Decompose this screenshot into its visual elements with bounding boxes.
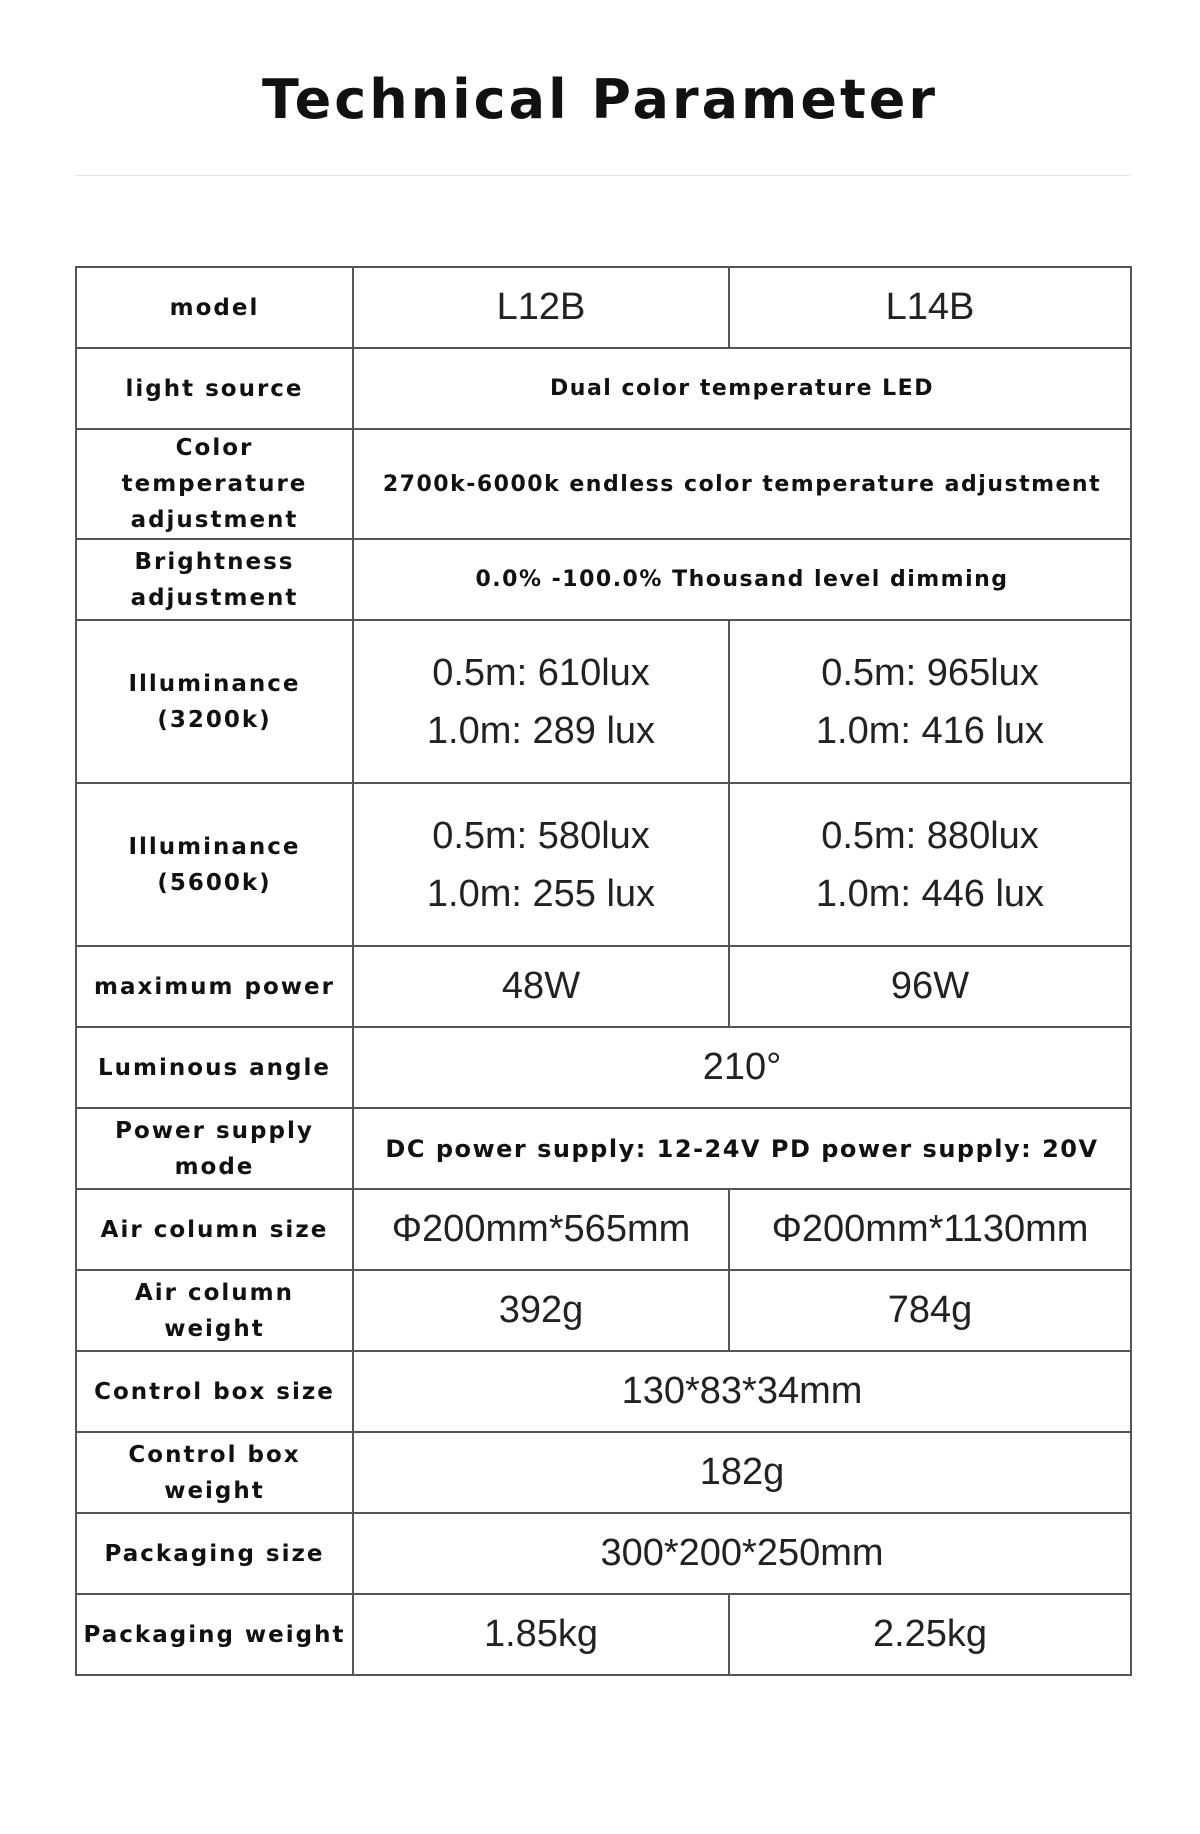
label-maximum-power: maximum power xyxy=(76,946,353,1027)
label-color-temperature xyxy=(76,429,353,539)
row-packaging-size xyxy=(76,1513,1131,1594)
label-packaging-weight: Packaging weight xyxy=(76,1594,353,1675)
illuminance-3200-l14b-05m: 0.5m: 965lux xyxy=(821,651,1039,694)
row-illuminance-3200 xyxy=(76,620,1131,783)
row-air-column-weight xyxy=(76,1270,1131,1351)
value-packaging-size: 300*200*250mm xyxy=(353,1513,1131,1594)
label-air-column-weight: Air column weight xyxy=(76,1270,353,1351)
label-air-column-size: Air column size xyxy=(76,1189,353,1270)
title-divider xyxy=(75,175,1130,176)
illuminance-5600-l12b-05m: 0.5m: 580lux xyxy=(432,814,650,857)
label-brightness-line2: adjustment xyxy=(130,584,299,611)
illuminance-3200-l14b-10m: 1.0m: 416 lux xyxy=(815,709,1045,752)
row-air-column-size xyxy=(76,1189,1131,1270)
label-control-box-weight: Control box weight xyxy=(76,1432,353,1513)
row-control-box-weight xyxy=(76,1432,1131,1513)
row-model xyxy=(76,267,1131,348)
row-brightness xyxy=(76,539,1131,620)
label-luminous-angle: Luminous angle xyxy=(76,1027,353,1108)
label-model: model xyxy=(76,267,353,348)
air-column-size-l12b: Φ200mm*565mm xyxy=(353,1189,729,1270)
row-packaging-weight xyxy=(76,1594,1131,1675)
spec-table xyxy=(75,266,1132,1676)
row-light-source xyxy=(76,348,1131,429)
label-light-source: light source xyxy=(76,348,353,429)
value-brightness: 0.0% -100.0% Thousand level dimming xyxy=(353,539,1131,620)
maximum-power-l14b: 96W xyxy=(729,946,1131,1027)
row-illuminance-5600 xyxy=(76,783,1131,946)
illuminance-5600-l12b-10m: 1.0m: 255 lux xyxy=(426,872,656,915)
row-control-box-size xyxy=(76,1351,1131,1432)
illuminance-3200-l12b xyxy=(353,620,729,783)
value-control-box-weight: 182g xyxy=(353,1432,1131,1513)
air-column-size-l14b: Φ200mm*1130mm xyxy=(729,1189,1131,1270)
illuminance-3200-l12b-05m: 0.5m: 610lux xyxy=(432,651,650,694)
label-packaging-size: Packaging size xyxy=(76,1513,353,1594)
value-color-temperature: 2700k-6000k endless color temperature adjustment xyxy=(353,429,1131,539)
air-column-weight-l14b: 784g xyxy=(729,1270,1131,1351)
model-l14b: L14B xyxy=(729,267,1131,348)
model-l12b: L12B xyxy=(353,267,729,348)
illuminance-5600-l12b xyxy=(353,783,729,946)
label-illuminance-5600: Illuminance (5600k) xyxy=(76,783,353,946)
label-control-box-size: Control box size xyxy=(76,1351,353,1432)
value-light-source: Dual color temperature LED xyxy=(353,348,1131,429)
label-illuminance-3200: Illuminance (3200k) xyxy=(76,620,353,783)
air-column-weight-l12b: 392g xyxy=(353,1270,729,1351)
maximum-power-l12b: 48W xyxy=(353,946,729,1027)
packaging-weight-l14b: 2.25kg xyxy=(729,1594,1131,1675)
illuminance-3200-l14b xyxy=(729,620,1131,783)
label-color-temperature-line1: Color temperature xyxy=(121,435,308,497)
label-brightness-line1: Brightness xyxy=(134,548,295,575)
illuminance-3200-l12b-10m: 1.0m: 289 lux xyxy=(426,709,656,752)
page-title: Technical Parameter xyxy=(261,68,939,131)
illuminance-5600-l14b xyxy=(729,783,1131,946)
row-color-temperature xyxy=(76,429,1131,539)
row-luminous-angle xyxy=(76,1027,1131,1108)
value-luminous-angle: 210° xyxy=(353,1027,1131,1108)
illuminance-5600-l14b-10m: 1.0m: 446 lux xyxy=(815,872,1045,915)
label-brightness xyxy=(76,539,353,620)
value-control-box-size: 130*83*34mm xyxy=(353,1351,1131,1432)
packaging-weight-l12b: 1.85kg xyxy=(353,1594,729,1675)
illuminance-5600-l14b-05m: 0.5m: 880lux xyxy=(821,814,1039,857)
row-maximum-power xyxy=(76,946,1131,1027)
row-power-supply xyxy=(76,1108,1131,1189)
label-power-supply: Power supply mode xyxy=(76,1108,353,1189)
value-power-supply: DC power supply: 12-24V PD power supply: 20V xyxy=(353,1108,1131,1189)
label-color-temperature-line2: adjustment xyxy=(130,507,299,533)
